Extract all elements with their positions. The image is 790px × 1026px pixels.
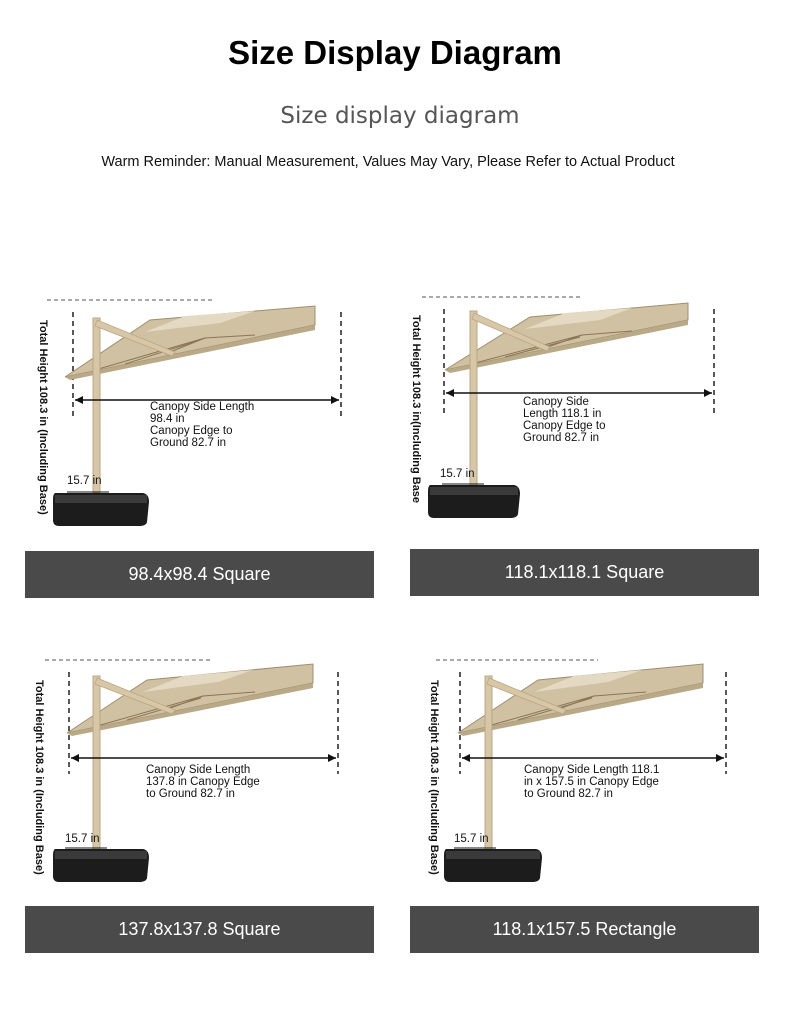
size-label-bar: 118.1x157.5 Rectangle — [410, 906, 759, 953]
measurement-reminder: Warm Reminder: Manual Measurement, Values May Vary, Please Refer to Actual Product — [101, 154, 675, 170]
umbrella-pole — [470, 311, 477, 488]
total-height-label: Total Height 108.3 in (Including Base) — [33, 680, 45, 875]
umbrella-panel-3 — [25, 650, 385, 939]
umbrella-pole — [93, 318, 100, 493]
canopy-dimension-note: Canopy Side Length 98.4 in Canopy Edge to Ground 82.7 in — [150, 401, 255, 449]
base-highlight — [55, 495, 147, 503]
page-subtitle: Size display diagram — [280, 103, 520, 129]
base-highlight — [430, 487, 518, 495]
base-width-label: 15.7 in — [65, 833, 100, 845]
width-arrow-right — [704, 389, 712, 397]
umbrella-panel-4 — [410, 650, 770, 939]
size-label-bar: 98.4x98.4 Square — [25, 551, 374, 598]
width-arrow-left — [71, 754, 79, 762]
width-arrow-left — [462, 754, 470, 762]
base-width-label: 15.7 in — [440, 468, 475, 480]
total-height-label: Total Height 108.3 in (Including Base) — [428, 680, 440, 875]
canopy — [67, 664, 313, 733]
base-width-label: 15.7 in — [67, 475, 102, 487]
width-arrow-right — [716, 754, 724, 762]
umbrella-panel-1 — [25, 290, 385, 584]
canopy — [458, 664, 703, 733]
umbrella-panel-2 — [410, 287, 770, 582]
canopy-dimension-note: Canopy Side Length 118.1 in x 157.5 in Canopy Edge to Ground 82.7 in — [524, 764, 660, 800]
canopy-dimension-note: Canopy Side Length 137.8 in Canopy Edge to Ground 82.7 in — [146, 764, 260, 800]
base-highlight — [446, 851, 540, 859]
width-arrow-right — [328, 754, 336, 762]
width-arrow-left — [75, 396, 83, 404]
size-label-bar: 118.1x118.1 Square — [410, 549, 759, 596]
base-highlight — [55, 851, 147, 859]
size-label-bar: 137.8x137.8 Square — [25, 906, 374, 953]
width-arrow-right — [331, 396, 339, 404]
page-title: Size Display Diagram — [228, 34, 562, 71]
umbrella-pole — [485, 676, 492, 851]
width-arrow-left — [446, 389, 454, 397]
canopy-dimension-note: Canopy Side Length 118.1 in Canopy Edge to Ground 82.7 in — [523, 396, 606, 444]
base-width-label: 15.7 in — [454, 833, 489, 845]
total-height-label: Total Height 108.3 in(Including Base — [410, 315, 422, 504]
umbrella-pole — [93, 676, 100, 851]
total-height-label: Total Height 108.3 in (Including Base) — [37, 320, 49, 515]
